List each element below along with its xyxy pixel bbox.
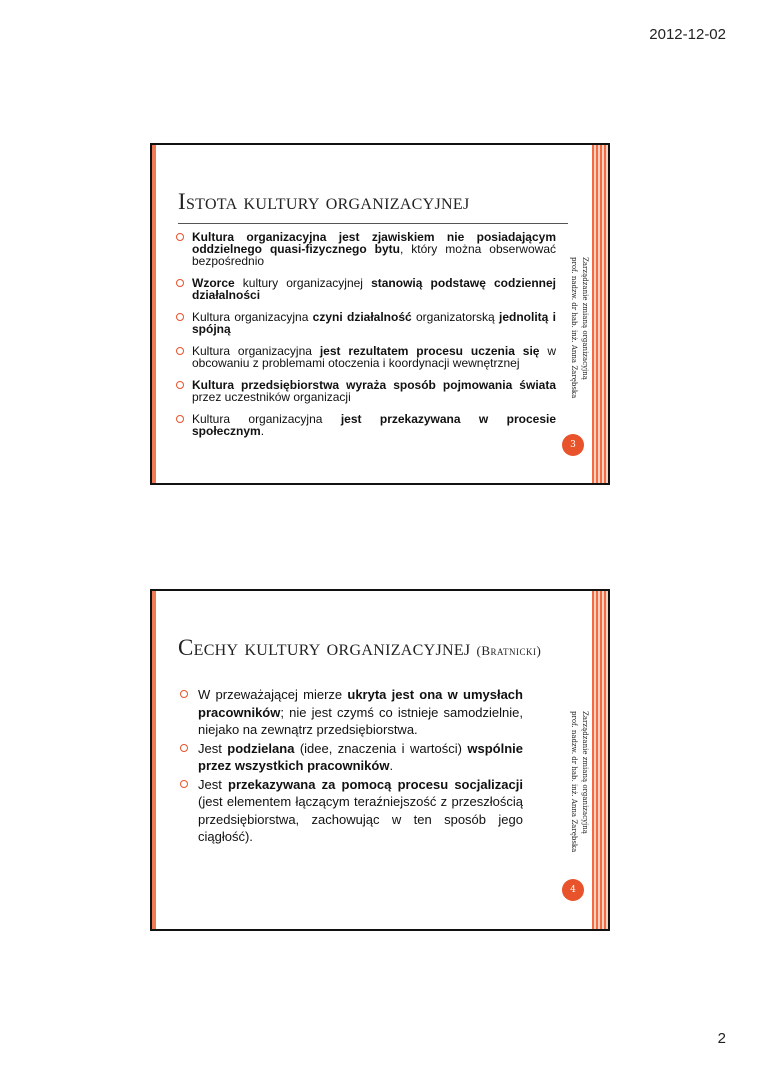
slide-title-text: Cechy kultury organizacyjnej	[178, 635, 471, 660]
bullet-text: ; nie jest czymś co istnieje samodzielnie, niejako na zewnątrz przedsiębiorstwa.	[198, 704, 523, 737]
bullet-item	[176, 311, 556, 335]
bullet-item	[176, 379, 556, 403]
bullet-text-bold: Wzorce	[192, 276, 235, 290]
bullet-text: W przeważającej mierze	[198, 687, 348, 702]
bullet-text: Kultura organizacyjna	[192, 412, 341, 426]
bullet-text: , który można obserwować bezpośrednio	[192, 242, 556, 268]
bullet-item	[176, 413, 556, 437]
bullet-text: w obcowaniu z problemami otoczenia i koordynacji wewnętrznej	[192, 344, 557, 370]
slide-title-text: Istota kultury organizacyjnej	[178, 189, 470, 214]
bullet-text-bold: przekazywana za pomocą procesu socjalizacji	[228, 776, 523, 792]
bullet-item	[176, 277, 556, 301]
side-caption	[562, 257, 590, 417]
bullet-text: .	[260, 424, 265, 438]
bullet-text: .	[389, 758, 394, 773]
slide-4	[150, 589, 610, 931]
bullet-text: (jest elementem łączącym teraźniejszość z przeszłością przedsiębiorstwa, zachowując w ten sposób jego ciągłość).	[198, 794, 523, 844]
side-caption-line: prof. nadzw. dr hab. inż. Anna Zarębska	[570, 257, 578, 399]
bullet-circle-icon	[176, 233, 184, 241]
decorative-stripes	[592, 145, 608, 483]
side-caption	[562, 711, 590, 871]
bullet-text-bold: jednolitą i spójną	[192, 310, 556, 336]
bullet-text: przez uczestników organizacji	[192, 390, 351, 404]
side-caption-line: Zarządzanie zmianą organizacyjną	[581, 257, 589, 380]
bullet-text-bold: Kultura organizacyjna jest zjawiskiem nie posiadającym oddzielnego quasi-fizycznego bytu	[192, 230, 556, 256]
slide-3	[150, 143, 610, 485]
bullet-circle-icon	[180, 690, 188, 698]
side-caption-line: Zarządzanie zmianą organizacyjną	[581, 711, 589, 834]
side-caption-line: prof. nadzw. dr hab. inż. Anna Zarębska	[570, 711, 578, 853]
decorative-stripes	[592, 591, 608, 929]
bullet-text: Jest	[198, 740, 228, 756]
bullet-circle-icon	[176, 279, 184, 287]
page-number: 2	[717, 1030, 726, 1047]
bullet-text: Jest	[198, 776, 229, 792]
bullet-text: (idee, znaczenia i wartości)	[294, 740, 468, 756]
bullet-circle-icon	[176, 313, 184, 321]
bullet-text-bold: jest rezultatem procesu uczenia się	[319, 344, 540, 358]
bullet-text: Kultura organizacyjna	[192, 344, 320, 358]
bullet-item	[178, 776, 523, 846]
page-date: 2012-12-02	[649, 26, 726, 43]
bullet-text-bold: ukryta jest ona w umysłach pracowników	[198, 687, 523, 720]
slide-left-accent	[152, 591, 156, 929]
bullet-text-bold: stanowią podstawę codziennej działalności	[192, 276, 556, 302]
bullet-text-bold: czyni działalność	[312, 310, 412, 324]
bullet-list	[178, 686, 523, 847]
bullet-circle-icon	[176, 381, 184, 389]
slide-title-author: (Bratnicki)	[476, 643, 542, 658]
bullet-text-bold: jest przekazywana w procesie społecznym	[192, 412, 556, 438]
slide-number-badge: 4	[562, 879, 584, 901]
slide-title	[178, 635, 541, 661]
slide-title	[178, 189, 469, 215]
title-divider	[178, 223, 568, 224]
bullet-item	[178, 740, 523, 775]
slide-number-badge: 3	[562, 434, 584, 456]
bullet-circle-icon	[180, 744, 188, 752]
bullet-circle-icon	[176, 415, 184, 423]
bullet-circle-icon	[176, 347, 184, 355]
bullet-text: kultury organizacyjnej	[234, 276, 372, 290]
slide-left-accent	[152, 145, 156, 483]
bullet-item	[176, 345, 556, 369]
bullet-list	[176, 231, 556, 447]
bullet-text-bold: Kultura przedsiębiorstwa wyraża sposób pojmowania świata	[192, 378, 556, 392]
bullet-item	[176, 231, 556, 267]
bullet-text-bold: podzielana	[227, 740, 295, 756]
bullet-text: Kultura organizacyjna	[192, 310, 313, 324]
bullet-text-bold: wspólnie przez wszystkich pracowników	[198, 740, 523, 773]
bullet-text: organizatorską	[411, 310, 500, 324]
bullet-item	[178, 686, 523, 739]
bullet-circle-icon	[180, 780, 188, 788]
